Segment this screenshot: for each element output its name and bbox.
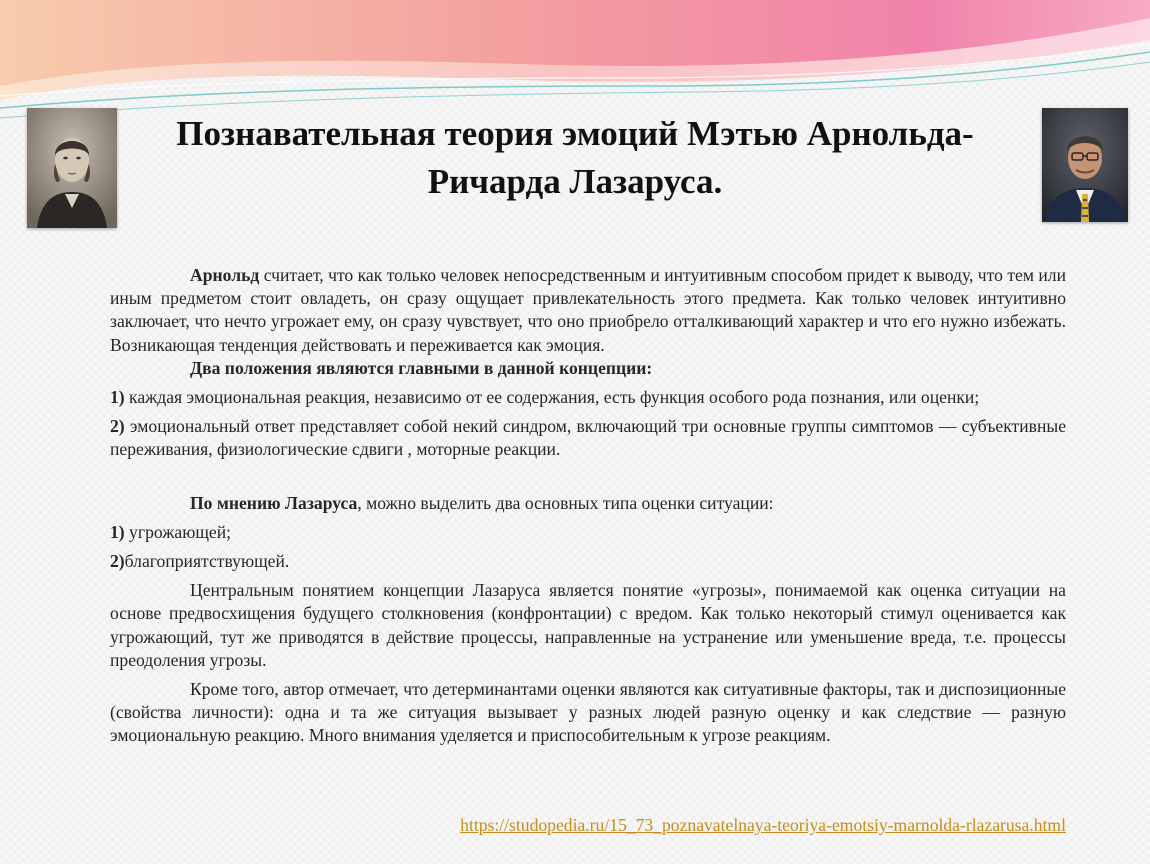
lazarus-name: По мнению Лазаруса <box>190 492 358 513</box>
threat-paragraph: Центральным понятием концепции Лазаруса является понятие «угрозы», понимаемой как оценка ситуации на основе предвосхищения будущего столкновения (конфронтации) с вредом. Как только некоторый стимул оценивается как угрожающий, тут же приводятся в действие процессы, направленные на устранение или уменьшение вреда, т.е. процессы преодоления угрозы. <box>110 580 1066 670</box>
title-line-1: Познавательная теория эмоций Мэтью Арнольда- <box>176 114 974 153</box>
concept-item-1 <box>110 386 1066 409</box>
appraisal-type-2 <box>110 550 1066 573</box>
portrait-image-right <box>1042 108 1128 222</box>
arnold-text: считает, что как только человек непосредственным и интуитивным способом придет к выводу, что тем или иным предметом стоит овладеть, он сразу ощущает привлекательность этого предмета. Как только человек интуитивно заключает, что нечто угрожает ему, он сразу чувствует, что оно приобрело отталкивающий характер и что его нужно избежать. Возникающая тенденция действовать и переживается как эмоция. <box>110 265 1066 355</box>
item-text: угрожающей; <box>124 521 231 542</box>
concept-heading: Два положения являются главными в данной концепции: <box>190 357 653 378</box>
title-line-2: Ричарда Лазаруса. <box>427 162 723 201</box>
concept-item-2 <box>110 415 1066 461</box>
lazarus-portrait <box>1042 108 1128 222</box>
item-number: 1) <box>110 387 125 408</box>
item-text: каждая эмоциональная реакция, независимо от ее содержания, есть функция особого рода познания, или оценки; <box>124 387 980 408</box>
item-number: 2) <box>110 551 125 572</box>
lazarus-text: , можно выделить два основных типа оценки ситуации: <box>357 492 774 513</box>
item-text: эмоциональный ответ представляет собой некий синдром, включающий три основные группы симптомов — субъективные переживания, физиологические сдвиги , моторные реакции. <box>110 416 1066 460</box>
portrait-image-left <box>27 108 117 228</box>
arnold-paragraph <box>110 264 1066 357</box>
arnold-name: Арнольд <box>190 265 260 285</box>
source-link[interactable]: https://studopedia.ru/15_73_poznavatelnaya-teoriya-emotsiy-marnolda-rlazarusa.html <box>460 815 1066 835</box>
item-text: благоприятствующей. <box>124 551 290 572</box>
item-number: 1) <box>110 521 125 542</box>
slide-title <box>125 110 1025 206</box>
determinants-paragraph: Кроме того, автор отмечает, что детерминантами оценки являются как ситуативные факторы, так и диспозиционные (свойства личности): одна и та же ситуация вызывает у разных людей разную оценку и как следствие — разную эмоциональную реакцию. Много внимания уделяется и приспособительным к угрозе реакциям. <box>110 679 1066 746</box>
appraisal-type-1 <box>110 521 1066 544</box>
slide-body <box>110 264 1066 748</box>
arnold-portrait <box>27 108 117 228</box>
lazarus-paragraph <box>110 492 1066 515</box>
item-number: 2) <box>110 416 125 437</box>
